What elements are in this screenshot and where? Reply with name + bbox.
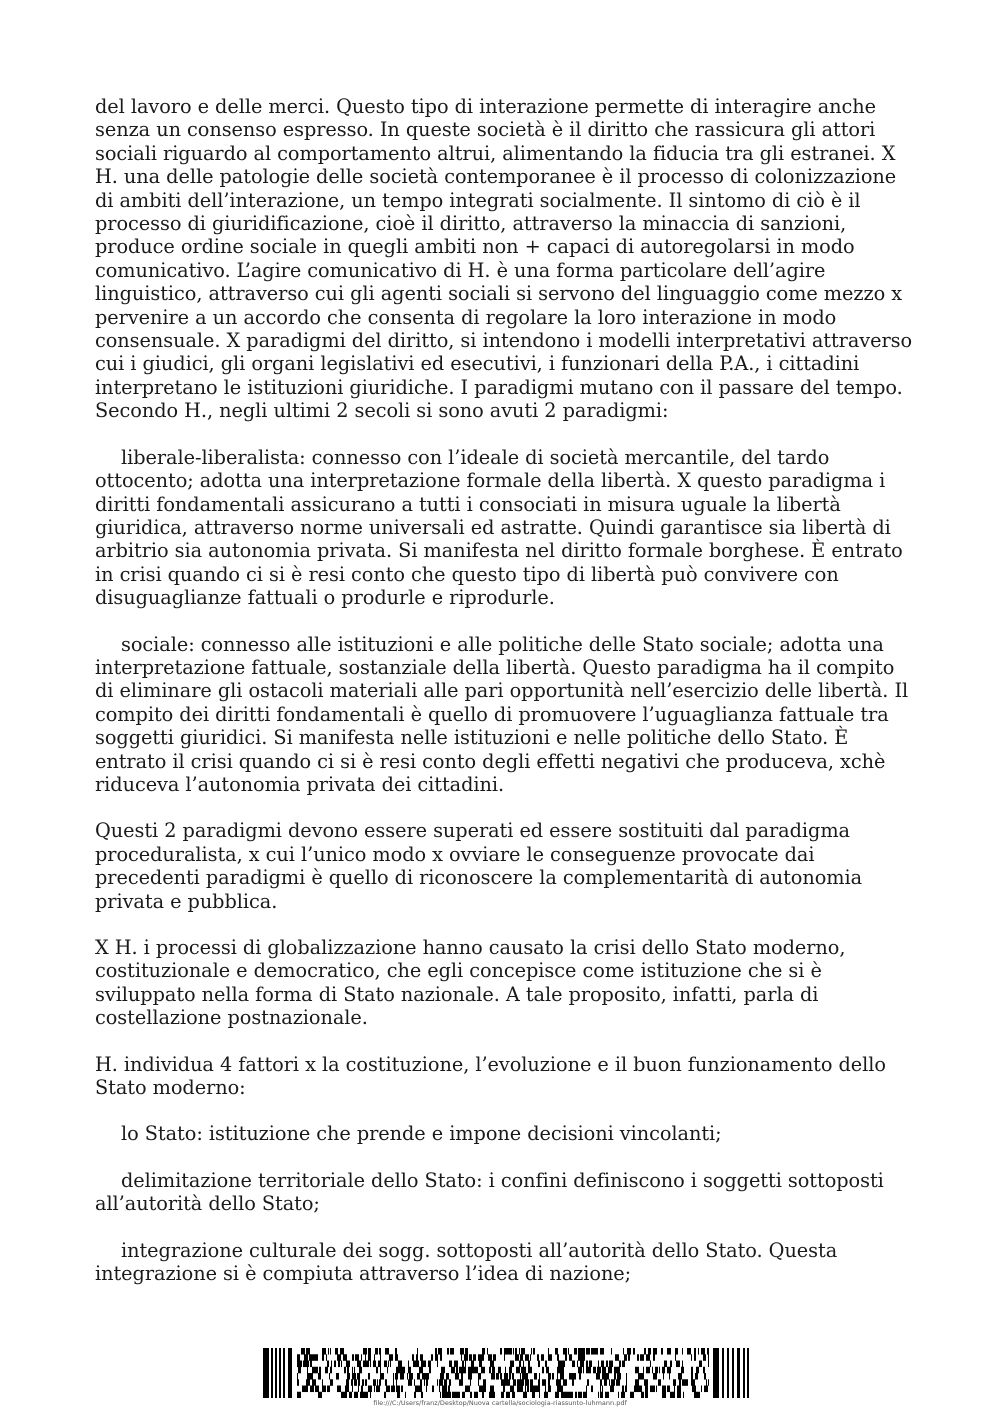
document-body (95, 95, 915, 1308)
paragraph-2: liberale-liberalista: connesso con l’ideale di società mercantile, del tardo ottocento; adotta una interpretazione formale della libertà. X questo paradigma i diritti fondamentali assicurano a tutti i consociati in misura uguale la libertà giuridica, attraverso norme universali ed astratte. Quindi garantisce sia libertà di arbitrio sia autonomia privata. Si manifesta nel diritto formale borghese. È entrato in crisi quando ci si è resi conto che questo tipo di libertà può convivere con disuguaglianze fattuali o produrle e riprodurle. (95, 445, 903, 610)
paragraph-5: X H. i processi di globalizzazione hanno causato la crisi dello Stato moderno, costituzionale e democratico, che egli concepisce come istituzione che si è sviluppato nella forma di Stato nazionale. A tale proposito, infatti, parla di costellazione postnazionale. (95, 936, 846, 1030)
paragraph-6: H. individua 4 fattori x la costituzione, l’evoluzione e il buon funzionamento dello Stato moderno: (95, 1052, 886, 1100)
footer-file-path: file:///C:/Users/franz/Desktop/Nuova cartella/sociologia-riassunto-luhmann.pdf (373, 1399, 627, 1407)
barcode (263, 1348, 749, 1398)
paragraph-8: delimitazione territoriale dello Stato: i confini definiscono i soggetti sottoposti all’autorità dello Stato; (95, 1168, 884, 1216)
paragraph-3: sociale: connesso alle istituzioni e alle politiche delle Stato sociale; adotta una interpretazione fattuale, sostanziale della libertà. Questo paradigma ha il compito di eliminare gli ostacoli materiali alle pari opportunità nell’esercizio delle libertà. Il compito dei diritti fondamentali è quello di promuovere l’uguaglianza fattuale tra soggetti giuridici. Si manifesta nelle istituzioni e nelle politiche dello Stato. È entrato il crisi quando ci si è resi conto degli effetti negativi che produceva, xchè riduceva l’autonomia privata dei cittadini. (95, 632, 909, 796)
paragraph-7: lo Stato: istituzione che prende e impone decisioni vincolanti; (121, 1122, 722, 1146)
paragraph-9: integrazione culturale dei sogg. sottoposti all’autorità dello Stato. Questa integrazione si è compiuta attraverso l’idea di nazione; (95, 1238, 838, 1286)
paragraph-1: del lavoro e delle merci. Questo tipo di interazione permette di interagire anche senza un consenso espresso. In queste società è il diritto che rassicura gli attori sociali riguardo al comportamento altrui, alimentando la fiducia tra gli estranei. X H. una delle patologie delle società contemporanee è il processo di colonizzazione di ambiti dell’interazione, un tempo integrati socialmente. Il sintomo di ciò è il processo di giuridificazione, cioè il diritto, attraverso la minaccia di sanzioni, produce ordine sociale in quegli ambiti non + capaci di autoregolarsi in modo comunicativo. L’agire comunicativo di H. è una forma particolare dell’agire linguistico, attraverso cui gli agenti sociali si servono del linguaggio come mezzo x pervenire a un accordo che consenta di regolare la loro interazione in modo consensuale. X paradigmi del diritto, si intendono i modelli interpretativi attraverso cui i giudici, gli organi legislativi ed esecutivi, i funzionari della P.A., i cittadini interpretano le istituzioni giuridiche. I paradigmi mutano con il passare del tempo. Secondo H., negli ultimi 2 secoli si sono avuti 2 paradigmi: (95, 95, 913, 423)
paragraph-4: Questi 2 paradigmi devono essere superati ed essere sostituiti dal paradigma proceduralista, x cui l’unico modo x ovviare le conseguenze provocate dai precedenti paradigmi è quello di riconoscere la complementarità di autonomia privata e pubblica. (95, 819, 863, 913)
